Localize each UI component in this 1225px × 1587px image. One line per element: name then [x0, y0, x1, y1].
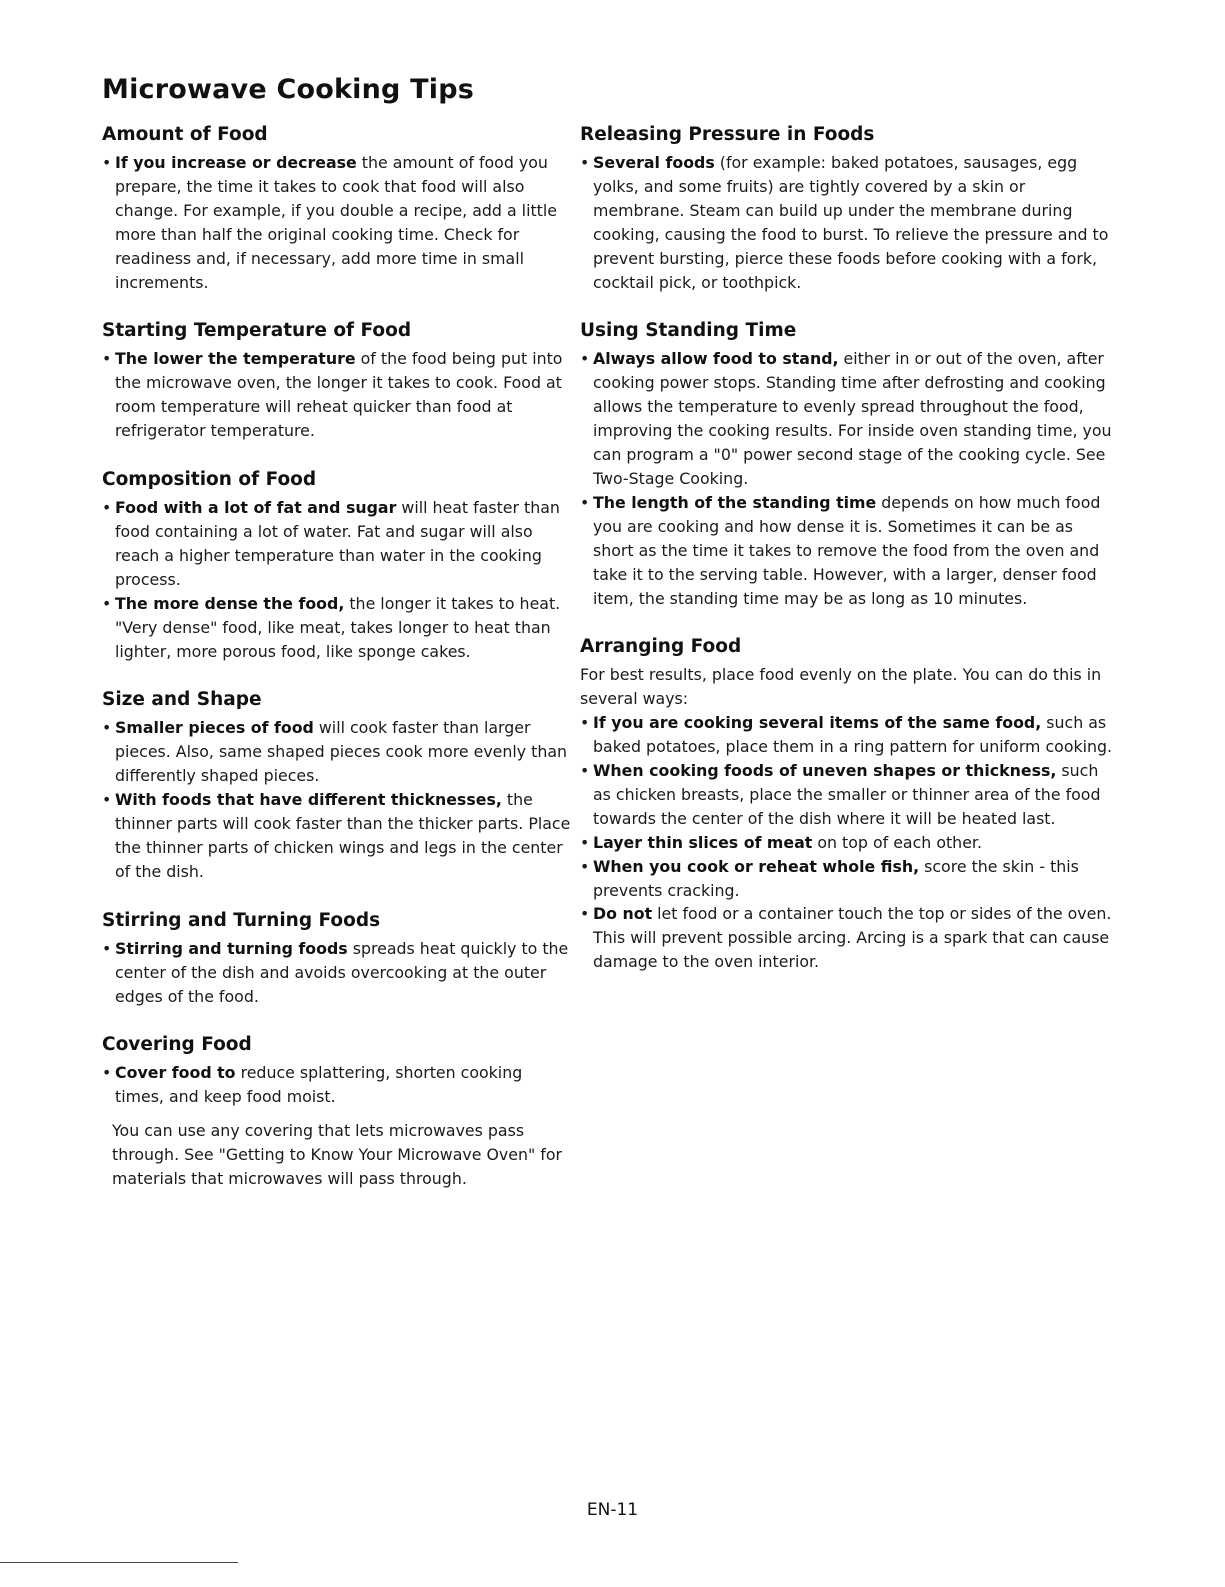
section-stirring-and-turning-foods	[102, 908, 572, 1009]
section-note: You can use any covering that lets microwaves pass through. See "Getting to Know Your Microwave Oven" for materials that microwaves will pass through.	[112, 1121, 562, 1189]
section-arranging-food	[580, 634, 1115, 974]
list-item	[102, 716, 572, 788]
section-heading: Covering Food	[102, 1034, 252, 1056]
bullet-list	[580, 151, 1115, 294]
section-composition-of-food	[102, 467, 572, 663]
list-item	[580, 902, 1115, 974]
list-item-lead: The length of the standing time	[593, 492, 877, 512]
list-item	[580, 831, 1115, 855]
left-column	[102, 122, 572, 1191]
section-intro: For best results, place food evenly on the plate. You can do this in several ways:	[580, 665, 1102, 709]
section-gap	[102, 663, 572, 687]
bullet-list	[102, 1061, 572, 1109]
bullet-list	[580, 347, 1115, 610]
list-item-text: (for example: baked potatoes, sausages, egg yolks, and some fruits) are tightly covered by a skin or membrane. Steam can build up under the membrane during cooking, causing the food to burst. To relieve the pressure and to prevent bursting, pierce these foods before cooking with a fork, cocktail pick, or toothpick.	[593, 153, 1109, 292]
section-gap	[102, 884, 572, 908]
section-using-standing-time	[580, 318, 1115, 610]
list-item-lead: Cover food to	[115, 1063, 236, 1083]
section-heading: Releasing Pressure in Foods	[580, 124, 875, 145]
list-item-lead: When cooking foods of uneven shapes or thickness,	[593, 761, 1057, 781]
bullet-list	[102, 347, 572, 443]
list-item-text: let food or a container touch the top or sides of the oven. This will prevent possible arcing. Arcing is a spark that can cause damage to the oven interior.	[593, 904, 1112, 972]
list-item-lead: When you cook or reheat whole fish,	[593, 856, 920, 876]
list-item-lead: Always allow food to stand,	[593, 349, 839, 369]
list-item	[102, 496, 572, 592]
list-item	[102, 347, 572, 443]
bullet-list	[102, 151, 572, 294]
list-item	[580, 347, 1115, 490]
section-gap	[102, 1008, 572, 1032]
bullet-list	[102, 716, 572, 883]
list-item	[580, 759, 1115, 831]
list-item-text: spreads heat quickly to the center of the dish and avoids overcooking at the outer edges of the food.	[115, 938, 569, 1006]
page-title: Microwave Cooking Tips	[102, 74, 475, 105]
list-item-text: will cook faster than larger pieces. Also, same shaped pieces cook more evenly than differently shaped pieces.	[115, 718, 568, 786]
list-item-text: on top of each other.	[812, 832, 982, 852]
list-item-text: score the skin - this prevents cracking.	[593, 856, 1079, 900]
section-heading: Using Standing Time	[580, 320, 797, 342]
list-item-lead: Food with a lot of fat and sugar	[115, 498, 397, 518]
list-item	[102, 592, 572, 664]
section-releasing-pressure-in-foods	[580, 122, 1115, 294]
list-item-text: either in or out of the oven, after cooking power stops. Standing time after defrosting and cooking allows the temperature to evenly spread throughout the food, improving the cooking results. For inside oven standing time, you can program a "0" power second stage of the cooking cycle. See Two-Stage Cooking.	[593, 349, 1112, 488]
list-item	[580, 151, 1115, 294]
section-gap	[102, 443, 572, 467]
section-size-and-shape	[102, 687, 572, 883]
section-gap	[580, 294, 1115, 318]
list-item-lead: If you increase or decrease	[115, 153, 357, 172]
list-item-text: will heat faster than food containing a lot of water. Fat and sugar will also reach a higher temperature than water in the cooking process.	[115, 498, 560, 589]
page-number: EN-11	[586, 1500, 639, 1520]
section-heading: Composition of Food	[102, 469, 317, 491]
list-item-text: such as chicken breasts, place the smaller or thinner area of the food towards the center of the dish where it will be heated last.	[593, 761, 1101, 828]
list-item-lead: Stirring and turning foods	[115, 938, 348, 958]
list-item	[580, 491, 1115, 611]
bullet-list	[102, 937, 572, 1009]
list-item	[102, 1061, 572, 1109]
section-heading: Stirring and Turning Foods	[102, 909, 381, 931]
section-starting-temperature-of-food	[102, 318, 572, 443]
list-item-lead: Smaller pieces of food	[115, 718, 314, 738]
list-item-text: depends on how much food you are cooking and how dense it is. Sometimes it can be as short as the time it takes to remove the food from the oven and take it to the serving table. However, with a larger, denser food item, the standing time may be as long as 10 minutes.	[593, 492, 1101, 608]
list-item-lead: With foods that have different thicknesses,	[115, 790, 502, 810]
list-item-lead: Several foods	[593, 153, 715, 172]
section-gap	[580, 610, 1115, 634]
list-item-lead: Layer thin slices of meat	[593, 832, 813, 852]
bullet-list	[580, 711, 1115, 974]
section-heading: Arranging Food	[580, 636, 742, 658]
list-item	[102, 151, 572, 294]
list-item	[102, 788, 572, 884]
list-item-text: the thinner parts will cook faster than the thicker parts. Place the thinner parts of chicken wings and legs in the center of the dish.	[115, 790, 571, 881]
right-column	[580, 122, 1115, 974]
section-heading: Size and Shape	[102, 689, 262, 711]
list-item-lead: If you are cooking several items of the same food,	[593, 713, 1042, 733]
list-item-text: such as baked potatoes, place them in a ring pattern for uniform cooking.	[593, 713, 1113, 757]
section-heading: Amount of Food	[102, 124, 268, 145]
list-item-lead: Do not	[593, 904, 653, 924]
list-item-text: the longer it takes to heat. "Very dense" food, like meat, takes longer to heat than lighter, more porous food, like sponge cakes.	[115, 593, 561, 661]
list-item	[580, 711, 1115, 759]
list-item	[580, 855, 1115, 903]
section-amount-of-food	[102, 122, 572, 294]
section-gap	[102, 294, 572, 318]
section-heading: Starting Temperature of Food	[102, 320, 412, 342]
list-item-text: of the food being put into the microwave oven, the longer it takes to cook. Food at room temperature will reheat quicker than food at refrigerator temperature.	[115, 349, 563, 441]
list-item-text: reduce splattering, shorten cooking times, and keep food moist.	[115, 1063, 523, 1107]
list-item-lead: The more dense the food,	[115, 593, 345, 613]
list-item	[102, 937, 572, 1009]
list-item-lead: The lower the temperature	[115, 349, 356, 369]
footer-rule	[0, 1562, 238, 1563]
section-covering-food	[102, 1032, 572, 1191]
bullet-list	[102, 496, 572, 663]
list-item-text: the amount of food you prepare, the time it takes to cook that food will also change. For example, if you double a recipe, add a little more than half the original cooking time. Check for readiness and, if necessary, add more time in small increments.	[115, 153, 557, 292]
